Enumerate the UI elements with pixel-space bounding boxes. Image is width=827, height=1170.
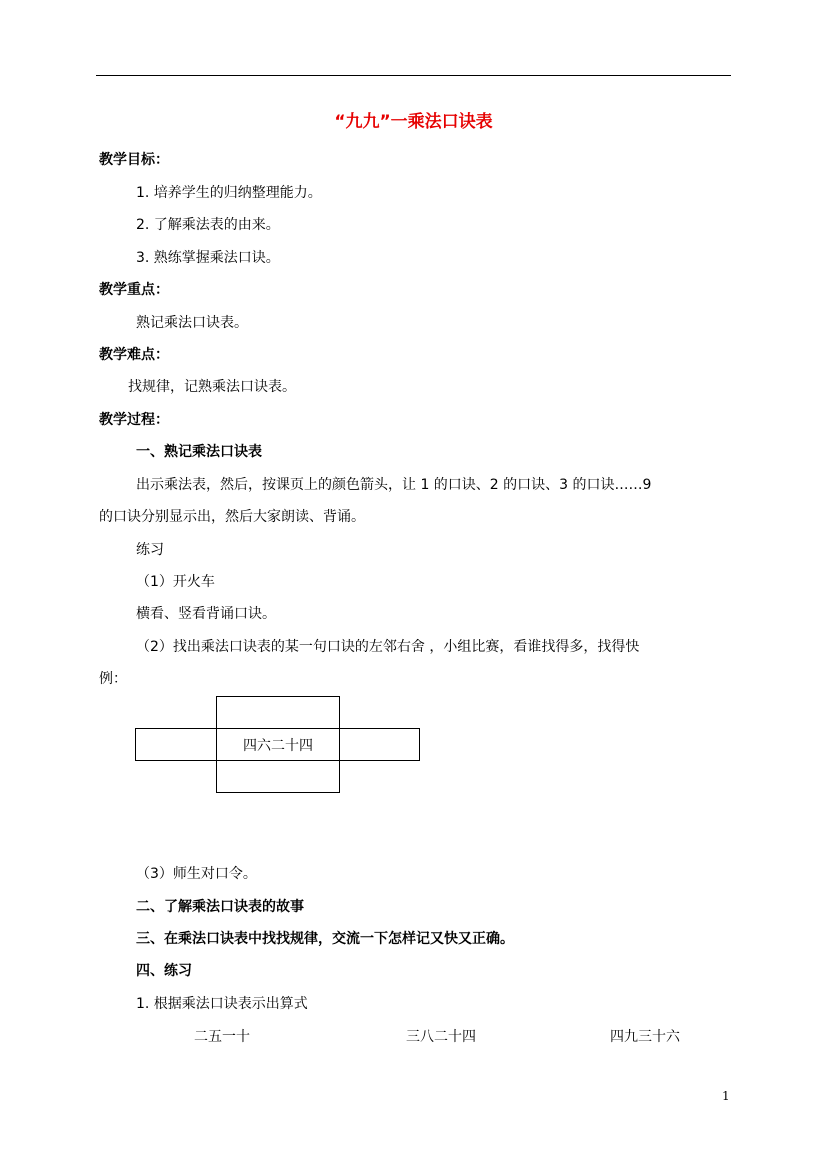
section1-title: 一、熟记乘法口诀表 xyxy=(136,444,262,460)
diagram-top-cell xyxy=(216,696,340,729)
section1-paragraph-line1: 出示乘法表，然后，按课页上的颜色箭头，让 1 的口诀、2 的口诀、3 的口诀……9 xyxy=(136,477,652,493)
key-point-heading: 教学重点： xyxy=(99,282,169,298)
section3-title: 三、在乘法口诀表中找找规律，交流一下怎样记又快又正确。 xyxy=(136,931,514,947)
practice-item-3: （3）师生对口令。 xyxy=(136,866,257,882)
section4-item-1: 1. 根据乘法口诀表示出算式 xyxy=(136,996,308,1012)
diagram-bottom-cell xyxy=(216,760,340,793)
key-point-text: 熟记乘法口诀表。 xyxy=(136,315,248,331)
rhyme-1: 二五一十 xyxy=(194,1029,250,1045)
process-heading: 教学过程： xyxy=(99,412,169,428)
difficulty-heading: 教学难点： xyxy=(99,347,169,363)
objective-item-2: 2. 了解乘法表的由来。 xyxy=(136,217,280,233)
practice-item-1: （1）开火车 xyxy=(136,574,215,590)
practice-label: 练习 xyxy=(136,542,164,558)
section4-title: 四、练习 xyxy=(136,963,192,979)
rhyme-3: 四九三十六 xyxy=(610,1029,680,1045)
diagram-right-cell xyxy=(339,728,420,761)
diagram-left-cell xyxy=(135,728,217,761)
diagram-center-cell xyxy=(216,728,340,761)
section2-title: 二、了解乘法口诀表的故事 xyxy=(136,899,304,915)
page-title: “九九”一乘法口诀表 xyxy=(334,112,493,132)
page-number: 1 xyxy=(722,1089,730,1103)
header-rule xyxy=(96,75,731,76)
practice-item-2-line1: （2）找出乘法口诀表的某一句口诀的左邻右舍 ，小组比赛，看谁找得多，找得快 xyxy=(136,639,640,655)
section1-paragraph-line2: 的口诀分别显示出，然后大家朗读、背诵。 xyxy=(99,509,365,525)
diagram-center-text: 四六二十四 xyxy=(243,737,313,754)
practice-item-1-detail: 横看、竖看背诵口诀。 xyxy=(136,606,276,622)
difficulty-text: 找规律，记熟乘法口诀表。 xyxy=(128,379,296,395)
practice-item-2-line2: 例： xyxy=(99,671,127,687)
objective-item-1: 1. 培养学生的归纳整理能力。 xyxy=(136,185,322,201)
objective-item-3: 3. 熟练掌握乘法口诀。 xyxy=(136,250,280,266)
objectives-heading: 教学目标： xyxy=(99,152,169,168)
rhyme-2: 三八二十四 xyxy=(406,1029,476,1045)
